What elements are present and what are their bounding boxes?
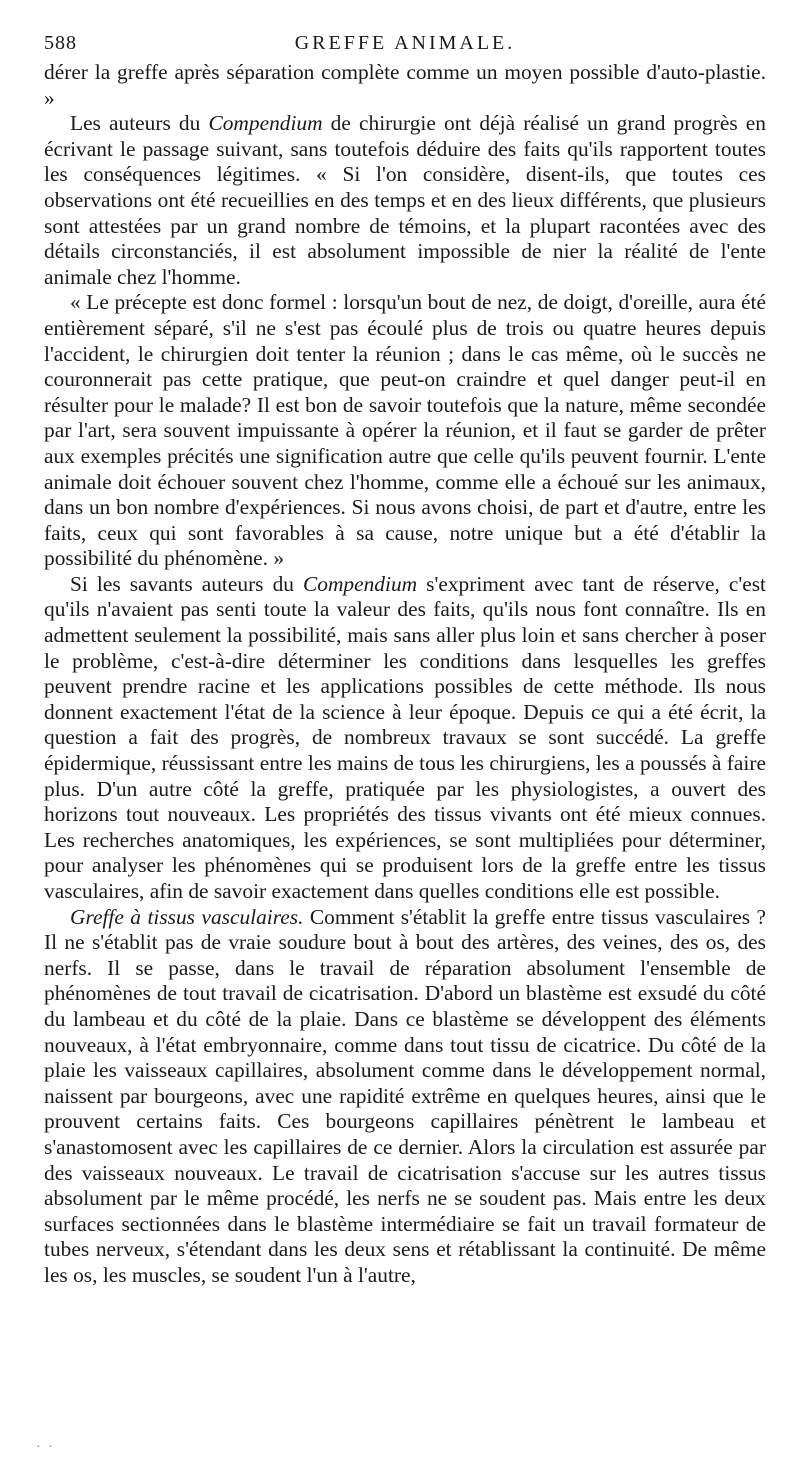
paragraph: [44, 290, 766, 572]
running-title: GREFFE ANIMALE.: [294, 32, 516, 54]
text-run: de chirurgie ont déjà réalisé un grand progrès en écrivant le passage suivant, sans toutefois déduire des faits qu'ils rapportent toutes les conséquences légitimes. « Si l'on considère, disent-ils, que toutes ces observations ont été recueillies en des temps et en des lieux différents, que plusieurs sont attestées par un grand nombre de témoins, et la plupart racontées avec des détails circonstanciés, il est absolument impossible de nier la réalité de l'ente animale chez l'homme.: [44, 111, 766, 289]
page-number: 588: [44, 32, 77, 54]
text-run: « Le précepte est donc formel : lorsqu'un bout de nez, de doigt, d'oreille, aura été entièrement séparé, s'il ne s'est pas écoulé plus de trois ou quatre heures depuis l'accident, le chirurgien doit tenter la réunion ; dans le cas même, où le succès ne couronnerait pas cette pratique, que peut-on craindre et quel danger peut-il en résulter pour le malade? Il est bon de savoir toutefois que la nature, même secondée par l'art, sera souvent impuissante à opérer la réunion, et il faut se garder de prêter aux exemples précités une signification autre que celle qu'ils peuvent fournir. L'ente animale doit échouer souvent chez l'homme, comme elle a échoué sur les animaux, dans un bon nombre d'expériences. Si nous avons choisi, de part et d'autre, entre les faits, ceux qui sont favorables à sa cause, notre unique but a été d'établir la possibilité du phénomène. »: [44, 290, 766, 571]
paragraph: [44, 60, 766, 111]
text-run: s'expriment avec tant de réserve, c'est qu'ils n'avaient pas senti toute la valeur des faits, qu'ils nous font connaître. Ils en admettent seulement la possibilité, mais sans aller plus loin et sans chercher à poser le problème, c'est-à-dire déterminer les conditions dans lesquelles les greffes peuvent prendre racine et les applications possibles de cette méthode. Ils nous donnent exactement l'état de la science à leur époque. Depuis ce qui a été écrit, la question a fait des progrès, de nombreux travaux se sont succédé. La greffe épidermique, réussissant entre les mains de tous les chirurgiens, les a poussés à faire plus. D'un autre côté la greffe, pratiquée par les physiologistes, a ouvert des horizons tout nouveaux. Les propriétés des tissus vivants ont été mieux connues. Les recherches anatomiques, les expériences, se sont multipliées pour déterminer, pour analyser les phénomènes qui se produisent lors de la greffe entre les tissus vasculaires, afin de savoir exactement dans quelles conditions elle est possible.: [44, 571, 766, 903]
italic-text: Greffe à tissus vasculaires.: [70, 904, 304, 929]
book-page: [44, 30, 766, 1289]
text-run: dérer la greffe après séparation complète comme un moyen possible d'auto-plastie. »: [44, 60, 766, 110]
paragraph: [44, 572, 766, 905]
page-header: [44, 30, 766, 60]
scan-artifact-marks: · ·: [36, 1440, 55, 1455]
body-text: [44, 60, 766, 1289]
italic-text: Compendium: [208, 111, 323, 136]
text-run: Comment s'établit la greffe entre tissus vasculaires ? Il ne s'établit pas de vraie soudure bout à bout des artères, des veines, des os, des nerfs. Il se passe, dans le travail de réparation absolument l'ensemble de phénomènes de tout travail de cicatrisation. D'abord un blastème est exsudé du côté du lambeau et du côté de la plaie. Dans ce blastème se développent des éléments nouveaux, à l'état embryonnaire, comme dans tout tissu de cicatrice. Du côté de la plaie les vaisseaux capillaires, absolument comme dans le développement normal, naissent par bourgeons, avec une rapidité extrême en quelques heures, ainsi que le prouvent certains faits. Ces bourgeons capillaires pénètrent le lambeau et s'anastomosent avec les capillaires de ce dernier. Alors la circulation est assurée par des vaisseaux nouveaux. Le travail de cicatrisation s'accuse sur les autres tissus absolument par le même procédé, les nerfs ne se soudent pas. Mais entre les deux surfaces sectionnées dans le blastème intermédiaire se fait un travail formateur de tubes nerveux, s'étendant dans les deux sens et rétablissant la continuité. De même les os, les muscles, se soudent l'un à l'autre,: [44, 904, 766, 1287]
text-run: Si les savants auteurs du: [70, 571, 304, 596]
italic-text: Compendium: [303, 571, 418, 596]
text-run: Les auteurs du: [70, 111, 209, 136]
paragraph: [44, 111, 766, 290]
paragraph: [44, 905, 766, 1289]
